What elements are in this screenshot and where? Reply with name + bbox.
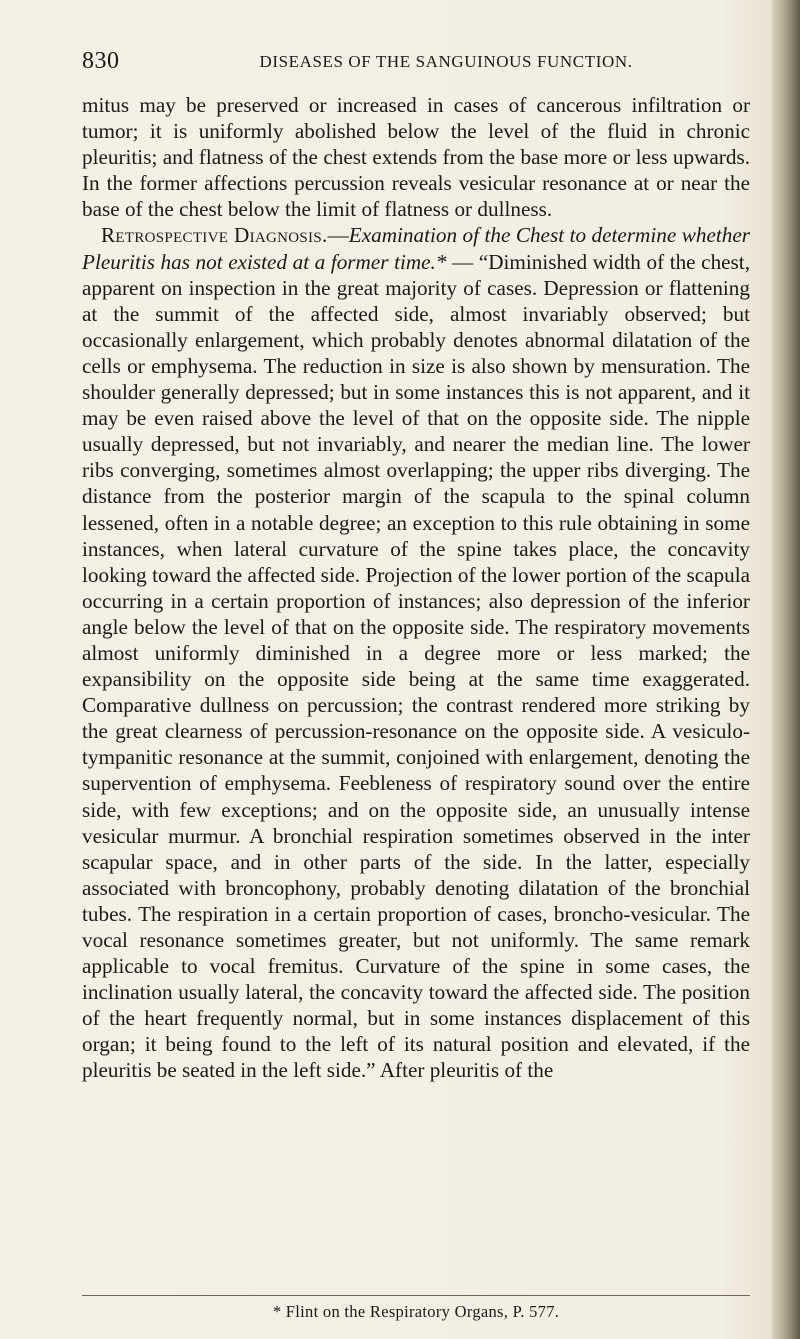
section-subtitle: Examination of the Chest to determine whether Pleuritis has not existed at a former time.* [82,223,750,274]
heading-dash: — [327,223,349,248]
footnote: * Flint on the Respiratory Organs, P. 577. [272,1302,560,1321]
section-heading: Retrospective Diagnosis. [101,223,328,248]
paragraph-retrospective-diagnosis [82,222,750,1083]
running-head [82,44,750,78]
body-text [82,92,750,1084]
page-edge-shadow [772,0,800,1339]
running-title: DISEASES OF THE SANGUINOUS FUNCTION. [259,52,633,71]
page-number: 830 [82,48,120,74]
paragraph-continuation: mitus may be preserved or increased in cases of cancerous infiltration or tumor; it is uniformly abolished below the level of the fluid in chronic pleuritis; and flatness of the chest extends from the base more or less upwards. In the former affections percussion reveals vesicular resonance at or near the base of the chest below the limit of flatness or dullness. [82,93,750,222]
paragraph-text: — “Diminished width of the chest, apparent on inspection in the great majority of cases. Depression or flattening at the summit of the affected side, almost invariably observed; but occasionally enlargement, which probably denotes abnormal dilatation of the cells or emphysema. The reduction in size is also shown by mensuration. The shoulder generally depressed; but in some instances this is not apparent, and it may be even raised above the level of that on the opposite side. The nipple usually depressed, but not invariably, and nearer the median line. The lower ribs converging, sometimes almost overlapping; the upper ribs diverging. The distance from the posterior margin of the scapula to the spinal column lessened, often in a notable degree; an exception to this rule obtaining in some instances, when lateral curvature of the spine takes place, the concavity looking toward the affected side. Projection of the lower portion of the scapula occurring in a certain proportion of instances; also depression of the inferior angle below the level of that on the opposite side. The respiratory movements almost uniformly diminished in a degree more or less marked; the expansibility on the opposite side being at the same time exaggerated. Comparative dullness on percussion; the contrast rendered more striking by the great clearness of percussion-resonance on the opposite side. A vesiculo-tympanitic resonance at the summit, conjoined with enlargement, denoting the supervention of emphysema. Feebleness of respiratory sound over the entire side, with few exceptions; and on the opposite side, an unusually intense vesicular murmur. A bronchial respiration sometimes observed in the inter scapular space, and in other parts of the side. In the latter, especially associated with broncophony, probably denoting dilatation of the bronchial tubes. The respiration in a certain proportion of cases, broncho-vesicular. The vocal resonance sometimes greater, but not uniformly. The same remark applicable to vocal fremitus. Curvature of the spine in some cases, the inclination usually lateral, the concavity toward the affected side. The position of the heart frequently normal, but in some instances displacement of this organ; it being found to the left of its natural position and elevated, if the pleuritis be seated in the left side.” After pleuritis of the [82,249,750,1083]
footnote-rule [82,1295,750,1296]
